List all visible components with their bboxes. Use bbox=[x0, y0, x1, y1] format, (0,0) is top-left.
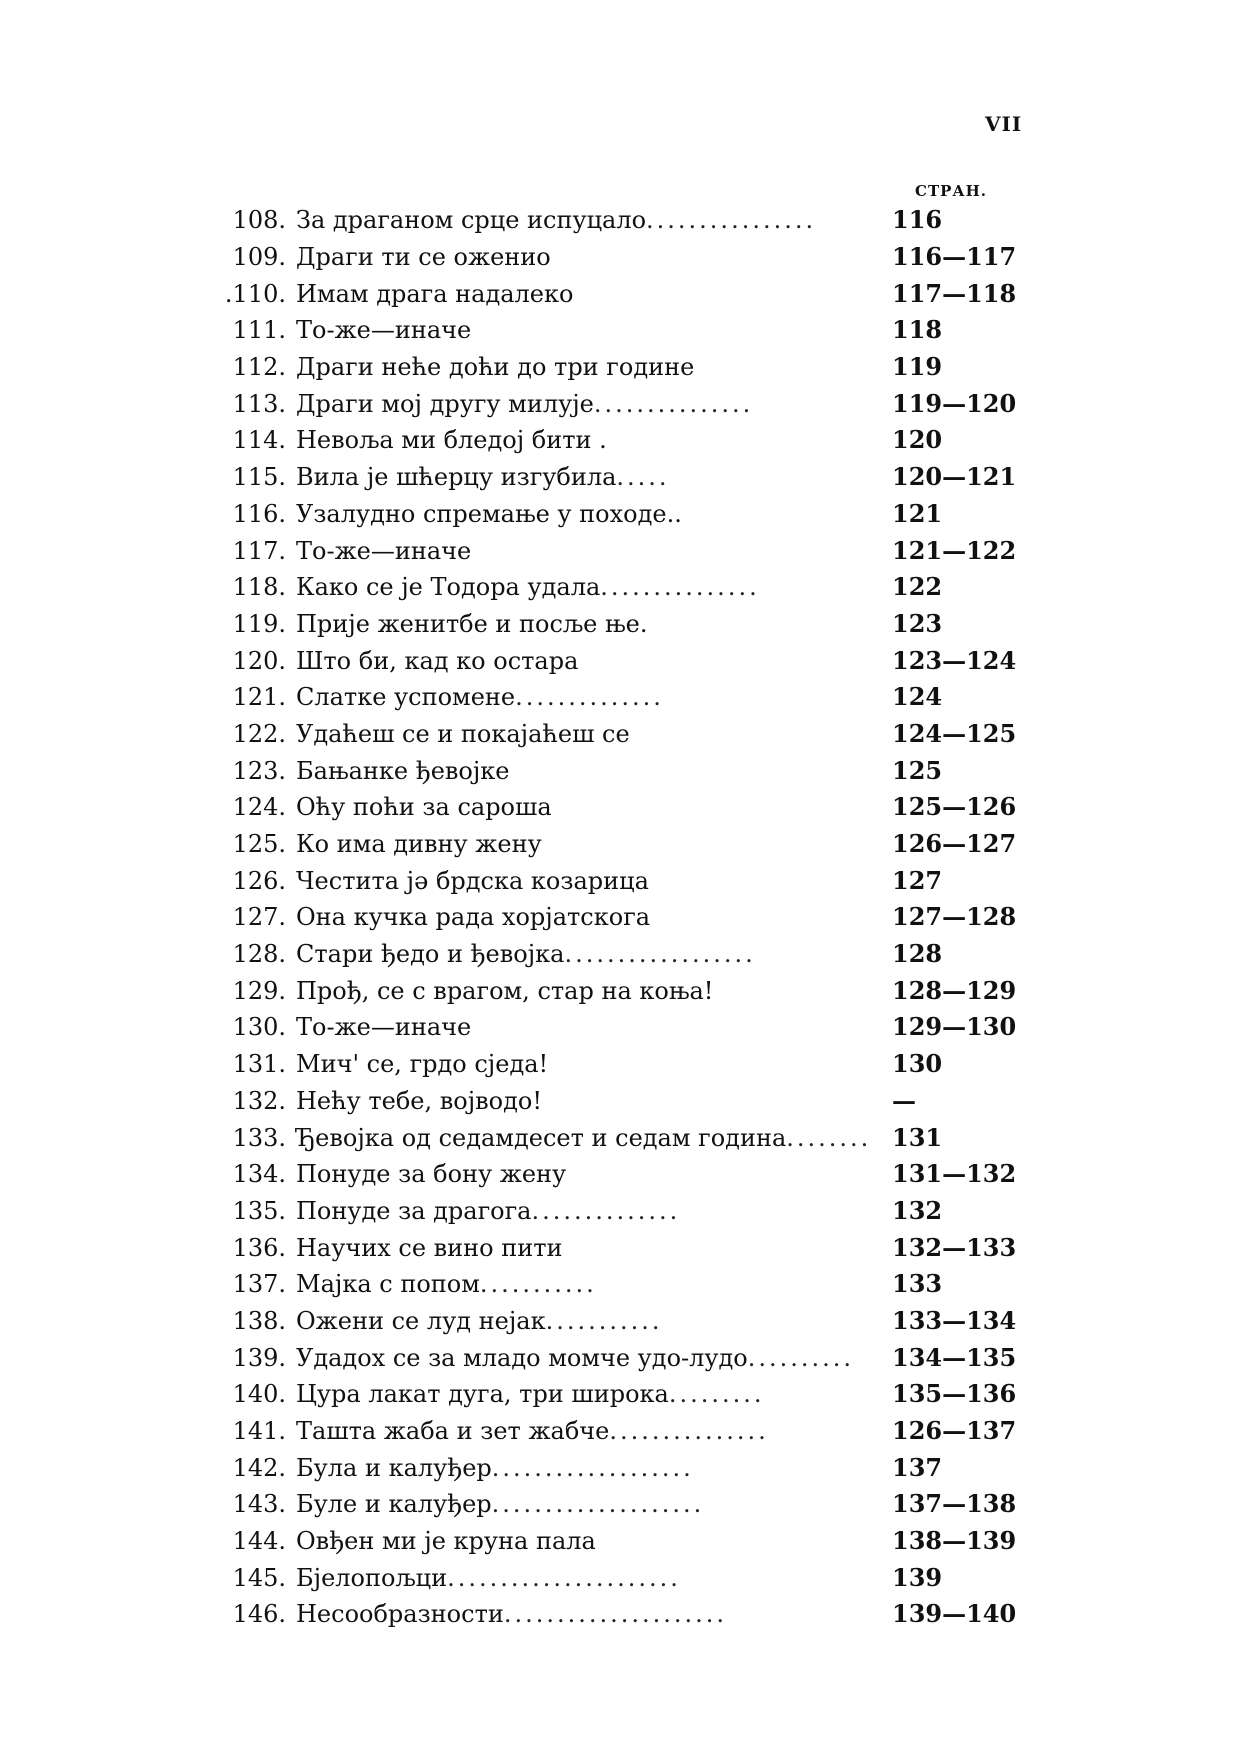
entry-pages: 116—117 bbox=[892, 242, 1017, 272]
toc-entry bbox=[222, 826, 1042, 863]
entry-pages: 121—122 bbox=[892, 535, 1017, 565]
entry-pages: 131—132 bbox=[892, 1159, 1017, 1189]
entry-title: Мич' се, грдо сједа! bbox=[296, 1050, 549, 1079]
entry-pages: 119 bbox=[892, 352, 943, 382]
entry-leader-dots: ............... bbox=[609, 1419, 769, 1444]
entry-pages: 125 bbox=[892, 755, 943, 785]
entry-leader-dots: ........... bbox=[479, 1272, 597, 1297]
entry-title: Цура лакат дуга, три широка bbox=[296, 1380, 669, 1409]
entry-pages: 127 bbox=[892, 865, 943, 895]
toc-entry bbox=[222, 789, 1042, 826]
entry-leader-dots: ................... bbox=[491, 1455, 694, 1480]
entry-number: 115. bbox=[232, 463, 286, 492]
entry-pages: 125—126 bbox=[892, 792, 1017, 822]
entry-title: Удаћеш се и покајаћеш се bbox=[296, 719, 630, 748]
entry-number: 144. bbox=[232, 1527, 286, 1556]
toc-entry bbox=[222, 1596, 1042, 1633]
entry-pages: 132 bbox=[892, 1195, 943, 1225]
entry-leader-dots: .............. bbox=[531, 1198, 681, 1223]
entry-leader-dots: ................ bbox=[646, 208, 817, 233]
entry-number: 129. bbox=[232, 976, 286, 1005]
entry-title: Овђен ми је круна пала bbox=[296, 1527, 596, 1556]
entry-pages: 139—140 bbox=[892, 1599, 1017, 1629]
entry-title: Ко има дивну жену bbox=[296, 830, 542, 859]
entry-leader-dots: .................... bbox=[491, 1492, 705, 1517]
entry-title: То-же—иначе bbox=[296, 1013, 472, 1042]
entry-title: Ташта жаба и зет жабче bbox=[296, 1417, 610, 1446]
toc-entry bbox=[222, 1486, 1042, 1523]
entry-title: То-же—иначе bbox=[296, 536, 472, 565]
entry-pages: 123 bbox=[892, 608, 943, 638]
page-number: VII bbox=[985, 112, 1023, 136]
entry-pages: 129—130 bbox=[892, 1012, 1017, 1042]
toc-entry bbox=[222, 275, 1042, 312]
entry-pages: 119—120 bbox=[892, 388, 1017, 418]
toc-entry bbox=[222, 606, 1042, 643]
toc-entry bbox=[222, 496, 1042, 533]
entry-pages: 128 bbox=[892, 939, 943, 969]
entry-title: Бањанке ђевојке bbox=[296, 756, 510, 785]
entry-leader-dots: ...................... bbox=[447, 1565, 681, 1590]
entry-pages: 138—139 bbox=[892, 1526, 1017, 1556]
entry-pages: 134—135 bbox=[892, 1342, 1017, 1372]
entry-number: 140. bbox=[232, 1380, 286, 1409]
entry-number: 118. bbox=[232, 573, 286, 602]
entry-pages: 139 bbox=[892, 1562, 943, 1592]
entry-title: Она кучка рада хорјатскога bbox=[296, 903, 651, 932]
entry-number: 145. bbox=[232, 1563, 286, 1592]
entry-number: 146. bbox=[232, 1600, 286, 1629]
toc-entry bbox=[222, 1083, 1042, 1120]
entry-title: Прије женитбе и посље ње. bbox=[296, 609, 648, 638]
entry-number: 121. bbox=[232, 683, 286, 712]
toc-entry bbox=[222, 899, 1042, 936]
entry-title: Драги неће доћи до три године bbox=[296, 353, 695, 382]
toc-entry bbox=[222, 1303, 1042, 1340]
entry-leader-dots: ......... bbox=[668, 1382, 765, 1407]
entry-leader-dots: .......... bbox=[747, 1345, 855, 1370]
toc-entry bbox=[222, 385, 1042, 422]
toc-entry bbox=[222, 716, 1042, 753]
entry-number: 133. bbox=[232, 1123, 286, 1152]
entry-pages: 128—129 bbox=[892, 975, 1017, 1005]
toc-entry bbox=[222, 752, 1042, 789]
entry-title: Мајка с попом bbox=[296, 1270, 480, 1299]
toc-entry bbox=[222, 1266, 1042, 1303]
entry-number: 112. bbox=[232, 353, 286, 382]
entry-title: Невоља ми бледој бити . bbox=[296, 426, 607, 455]
toc-entry bbox=[222, 1193, 1042, 1230]
entry-number: 113. bbox=[232, 389, 286, 418]
entry-title: Драги ти се оженио bbox=[296, 243, 551, 272]
entry-number: 136. bbox=[232, 1233, 286, 1262]
entry-title: Прођ, се с врагом, стар на коња! bbox=[296, 976, 714, 1005]
entry-number: 122. bbox=[232, 719, 286, 748]
entry-title: За драганом срце испуцало bbox=[296, 206, 647, 235]
entry-leader-dots: ............... bbox=[600, 575, 760, 600]
entry-pages: 133—134 bbox=[892, 1305, 1017, 1335]
entry-number: 143. bbox=[232, 1490, 286, 1519]
entry-title: Што би, кад ко остара bbox=[296, 646, 579, 675]
entry-pages: 126—127 bbox=[892, 829, 1017, 859]
entry-leader-dots: .............. bbox=[515, 685, 664, 710]
toc-entry bbox=[222, 459, 1042, 496]
toc-entry bbox=[222, 679, 1042, 716]
entry-number: 134. bbox=[232, 1160, 286, 1189]
toc-entry bbox=[222, 1229, 1042, 1266]
toc-entry bbox=[222, 349, 1042, 386]
entry-title: Слатке успомене bbox=[296, 683, 516, 712]
entry-title: Оћу поћи за сароша bbox=[296, 793, 552, 822]
entry-number: 108. bbox=[232, 206, 286, 235]
entry-title: Ожени се луд нејак bbox=[296, 1306, 546, 1335]
entry-title: Буле и калуђер bbox=[296, 1490, 492, 1519]
entry-pages: 122 bbox=[892, 572, 943, 602]
entry-leader-dots: ..... bbox=[616, 465, 670, 490]
toc-entry bbox=[222, 1339, 1042, 1376]
entry-pages: 121 bbox=[892, 498, 943, 528]
entry-title: Узалудно спремање у походе.. bbox=[296, 499, 682, 528]
entry-number: 125. bbox=[232, 830, 286, 859]
entry-pages: 127—128 bbox=[892, 902, 1017, 932]
entry-title: То-же—иначе bbox=[296, 316, 472, 345]
toc-entry bbox=[222, 1046, 1042, 1083]
entry-number: 124. bbox=[232, 793, 286, 822]
entry-number: 117. bbox=[232, 536, 286, 565]
entry-pages: 126—137 bbox=[892, 1416, 1017, 1446]
entry-pages: 124—125 bbox=[892, 718, 1017, 748]
table-of-contents bbox=[222, 202, 1042, 1633]
toc-entry bbox=[222, 1009, 1042, 1046]
entry-title: Бјелопољци bbox=[296, 1563, 448, 1592]
entry-pages: 131 bbox=[892, 1122, 943, 1152]
entry-title: Научих се вино пити bbox=[296, 1233, 563, 1262]
entry-pages: 123—124 bbox=[892, 645, 1017, 675]
entry-number: 137. bbox=[232, 1270, 286, 1299]
toc-entry bbox=[222, 1376, 1042, 1413]
toc-entry bbox=[222, 642, 1042, 679]
toc-entry bbox=[222, 312, 1042, 349]
toc-entry bbox=[222, 1156, 1042, 1193]
entry-leader-dots: ............... bbox=[593, 391, 754, 416]
entry-pages: 117—118 bbox=[892, 278, 1017, 308]
entry-title: Честита јә брдска козарица bbox=[296, 866, 649, 895]
entry-title: Несообразности bbox=[296, 1600, 504, 1629]
entry-pages: 120—121 bbox=[892, 462, 1017, 492]
entry-pages: 132—133 bbox=[892, 1232, 1017, 1262]
entry-number: 142. bbox=[232, 1453, 286, 1482]
entry-title: Удадох се за младо момче удо-лудо bbox=[296, 1343, 748, 1372]
entry-title: Понуде за драгога bbox=[296, 1196, 532, 1225]
entry-number: 128. bbox=[232, 940, 286, 969]
toc-entry bbox=[222, 1119, 1042, 1156]
entry-number: 109. bbox=[232, 243, 286, 272]
pages-column-label: СТРАН. bbox=[915, 182, 987, 200]
toc-entry bbox=[222, 532, 1042, 569]
entry-number: 119. bbox=[232, 609, 286, 638]
toc-entry bbox=[222, 1559, 1042, 1596]
entry-title: Драги мој другу милује bbox=[296, 389, 594, 418]
entry-pages: 133 bbox=[892, 1269, 943, 1299]
entry-title: Понуде за бону жену bbox=[296, 1160, 567, 1189]
entry-leader-dots: ..................... bbox=[503, 1602, 728, 1627]
toc-entry bbox=[222, 422, 1042, 459]
toc-entry bbox=[222, 1413, 1042, 1450]
entry-pages: 124 bbox=[892, 682, 943, 712]
entry-title: Стари ђедо и ђевојка bbox=[296, 940, 565, 969]
entry-number: 130. bbox=[232, 1013, 286, 1042]
entry-number: 127. bbox=[232, 903, 286, 932]
entry-pages: 120 bbox=[892, 425, 943, 455]
entry-title: Имам драга надалеко bbox=[296, 279, 574, 308]
toc-entry bbox=[222, 1449, 1042, 1486]
entry-number: 141. bbox=[232, 1417, 286, 1446]
entry-title: Вила је шћерцу изгубила bbox=[296, 463, 617, 492]
entry-pages: 116 bbox=[892, 205, 943, 235]
entry-pages: 137—138 bbox=[892, 1489, 1017, 1519]
entry-title: Була и калуђер bbox=[296, 1453, 492, 1482]
toc-entry bbox=[222, 936, 1042, 973]
entry-number: 139. bbox=[232, 1343, 286, 1372]
toc-entry bbox=[222, 239, 1042, 276]
entry-title: Ђевојка од седамдесет и седам година bbox=[296, 1123, 787, 1152]
entry-title: Како се је Тодора удала bbox=[296, 573, 601, 602]
entry-leader-dots: ........... bbox=[545, 1308, 663, 1333]
entry-number: 114. bbox=[232, 426, 286, 455]
entry-pages: 135—136 bbox=[892, 1379, 1017, 1409]
toc-entry bbox=[222, 862, 1042, 899]
entry-number: 111. bbox=[232, 316, 286, 345]
toc-entry bbox=[222, 1523, 1042, 1560]
entry-pages: 118 bbox=[892, 315, 943, 345]
toc-entry bbox=[222, 202, 1042, 239]
entry-number: 123. bbox=[232, 756, 286, 785]
toc-entry bbox=[222, 972, 1042, 1009]
entry-number: 132. bbox=[232, 1086, 286, 1115]
entry-number: 116. bbox=[232, 499, 286, 528]
entry-number: 135. bbox=[232, 1196, 286, 1225]
entry-number: 120. bbox=[232, 646, 286, 675]
entry-number: 131. bbox=[232, 1050, 286, 1079]
entry-number: 138. bbox=[232, 1306, 286, 1335]
entry-number: 126. bbox=[232, 866, 286, 895]
entry-pages: — bbox=[892, 1085, 916, 1115]
entry-number: .110. bbox=[224, 279, 286, 308]
entry-leader-dots: ........ bbox=[786, 1125, 872, 1150]
entry-title: Нећу тебе, војводо! bbox=[296, 1086, 542, 1115]
entry-pages: 130 bbox=[892, 1049, 943, 1079]
toc-entry bbox=[222, 569, 1042, 606]
entry-pages: 137 bbox=[892, 1452, 943, 1482]
entry-leader-dots: .................. bbox=[564, 942, 756, 967]
